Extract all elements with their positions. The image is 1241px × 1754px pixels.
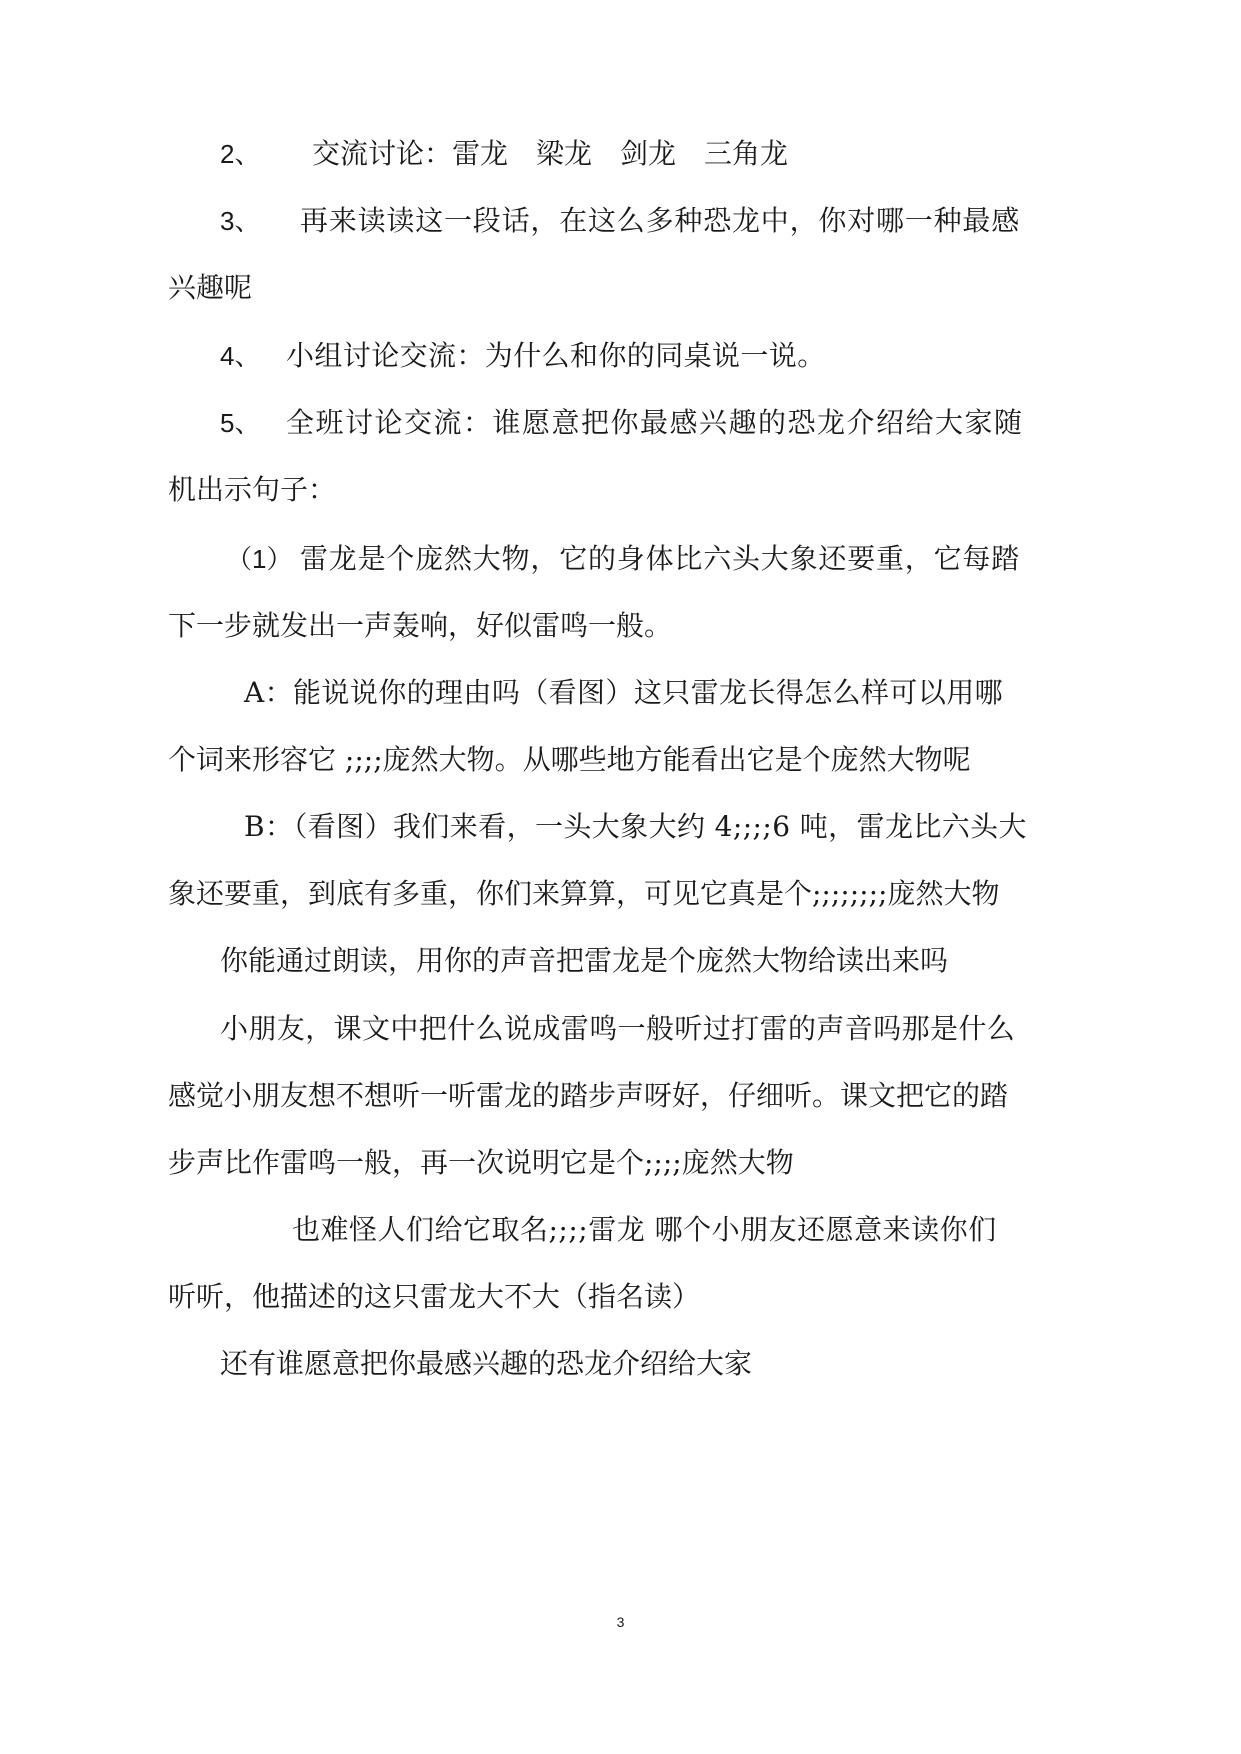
- item-5-number: 5、: [220, 408, 261, 438]
- item-3-number: 3、: [220, 206, 261, 236]
- item-2-text: 交流讨论：雷龙 梁龙 剑龙 三角龙: [312, 137, 789, 170]
- paragraph-name-line-2: 听听，他描述的这只雷龙大不大（指名读）: [168, 1280, 701, 1313]
- item-2-number: 2、: [220, 139, 261, 169]
- item-5-line-1: 全班讨论交流：谁愿意把你最感兴趣的恐龙介绍给大家随: [286, 406, 1024, 439]
- item-3-line-2: 兴趣呢: [168, 271, 253, 304]
- item-4-number: 4、: [220, 341, 261, 371]
- paragraph-thunder-line-2: 感觉小朋友想不想听一听雷龙的踏步声呀好，仔细听。课文把它的踏: [168, 1079, 1009, 1112]
- sentence-1-line-1: 雷龙是个庞然大物，它的身体比六头大象还要重，它每踏: [300, 542, 1021, 575]
- point-b-line-1: B：（看图）我们来看，一头大象大约 4;;;;6 吨，雷龙比六头大: [244, 810, 1027, 843]
- sentence-1-line-2: 下一步就发出一声轰响，好似雷鸣一般。: [168, 609, 673, 642]
- paragraph-thunder-line-1: 小朋友，课文中把什么说成雷鸣一般听过打雷的声音吗那是什么: [220, 1012, 1016, 1045]
- paragraph-name-line-1: 也难怪人们给它取名;;;;雷龙 哪个小朋友还愿意来读你们: [292, 1213, 997, 1246]
- item-5-line-2: 机出示句子：: [168, 473, 337, 506]
- point-a-line-2: 个词来形容它 ;;;;庞然大物。从哪些地方能看出它是个庞然大物呢: [168, 743, 971, 776]
- point-b-line-2: 象还要重，到底有多重，你们来算算，可见它真是个;;;;;;;;庞然大物: [168, 877, 1000, 910]
- paragraph-read-aloud: 你能通过朗读，用你的声音把雷龙是个庞然大物给读出来吗: [220, 944, 949, 977]
- sentence-1-number: （1）: [226, 544, 293, 574]
- paragraph-closing: 还有谁愿意把你最感兴趣的恐龙介绍给大家: [220, 1347, 753, 1380]
- item-4-text: 小组讨论交流：为什么和你的同桌说一说。: [286, 339, 826, 372]
- point-a-line-1: A：能说说你的理由吗（看图）这只雷龙长得怎么样可以用哪: [244, 676, 1004, 709]
- page-number: 3: [616, 1614, 625, 1630]
- item-3-line-1: 再来读读这一段话，在这么多种恐龙中，你对哪一种最感: [300, 204, 1021, 237]
- paragraph-thunder-line-3: 步声比作雷鸣一般，再一次说明它是个;;;;庞然大物: [168, 1146, 794, 1179]
